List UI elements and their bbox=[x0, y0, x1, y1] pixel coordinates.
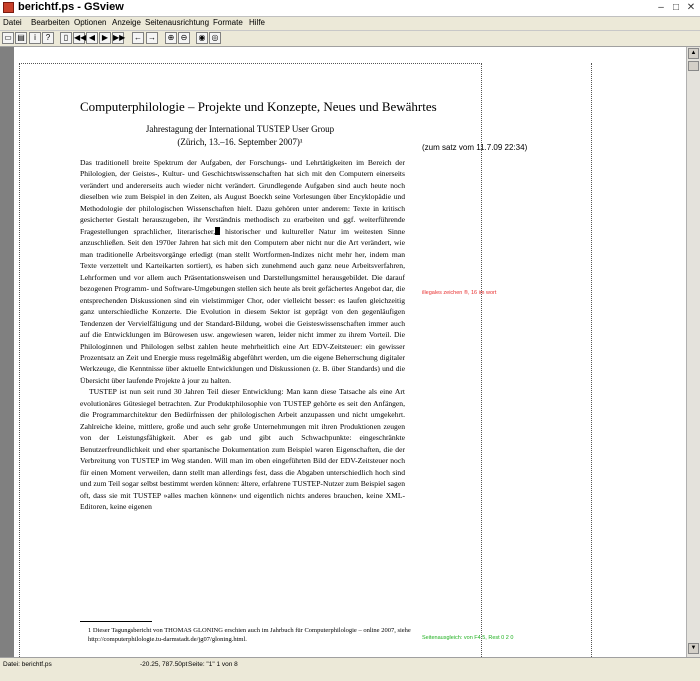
menu-anzeige[interactable]: Anzeige bbox=[112, 18, 141, 27]
back-icon[interactable]: ← bbox=[134, 33, 142, 42]
maximize-button[interactable]: □ bbox=[672, 2, 680, 13]
document-title: Computerphilologie – Projekte und Konzepte, Neues und Bewährtes bbox=[80, 99, 437, 114]
menu-bearbeiten[interactable]: Bearbeiten bbox=[31, 18, 70, 27]
goto-page-icon[interactable]: ▯ bbox=[60, 32, 72, 44]
open-icon[interactable]: ▭ bbox=[2, 32, 14, 44]
minimize-button[interactable]: – bbox=[658, 2, 664, 13]
vertical-scrollbar[interactable] bbox=[686, 47, 700, 657]
footnote: 1 Dieser Tagungsbericht von THOMAS GLONING erschien auch im Jahrbuch für Computerphilologie – online 2007, siehe http://computerphilologie.tu-darmstadt.de/jg07/gloning.html. bbox=[88, 627, 411, 643]
scroll-down-arrow-icon[interactable]: ▼ bbox=[688, 643, 699, 654]
document-body bbox=[80, 157, 405, 513]
next-page-icon[interactable]: ▶ bbox=[99, 32, 111, 44]
last-page-icon[interactable]: ▶▶ bbox=[113, 33, 126, 42]
paragraph-1-part-b: historischer und kultureller Natur im weitesten Sinne anzuschließen. Seit den 1970er Jahren hat sich mit den Computern aber nicht nur die Art verändert, wie man traditionelle Arbeitsvorgänge erledigt (man stellt Wortformen-Indizes nicht mehr her, indem man Texte verzettelt und Karteikarten sortiert), es haben sich zunehmend auch ganz neue Arbeitsverfahren, Lehrformen und vor allem auch Präsentationsweisen und Darstellungsmittel herausgebildet. Die darauf bezogenen Programm- und Software-Umgebungen stellen sich heute als breit gefächertes Angebot dar, die entsprechenden Diskussionen sind ein vielstimmiger Chor, oder vielleicht besser: es laufen gleichzeitig ganz unterschiedliche Konzerte. Die Evolution in diesem Sektor ist geprägt von den gegenläufigen Tendenzen der Vervielfältigung und der Standard-Bildung, wobei die Geisteswissenschaften immer auch auf die Entwicklungen im Bürowesen usw. angewiesen waren, leider nicht immer zu ihrem Vorteil. Die Philologinnen und Philologen selbst zahlen heute mehrheitlich eine Art EDV-Zeitsteuer: ein gewisser Prozentsatz an Zeit und Energie muss regelmäßig abgeführt werden, um die eigene Beherrschung digitaler Werkzeuge, die Kenntnisse über aktuelle Entwicklungen und Diskussionen (z. B. über Standards) und die Übersicht über laufende Projekte à jour zu halten. bbox=[80, 226, 405, 385]
find-next-icon[interactable]: ◎ bbox=[209, 32, 221, 44]
document-viewport[interactable] bbox=[0, 47, 686, 657]
menu-optionen[interactable]: Optionen bbox=[74, 18, 107, 27]
zoom-in-icon[interactable]: ⊕ bbox=[165, 32, 177, 44]
first-page-icon[interactable]: ◀◀ bbox=[74, 33, 87, 42]
status-page: Seite: "1" 1 von 8 bbox=[188, 661, 238, 668]
print-icon[interactable]: ▤ bbox=[15, 32, 27, 44]
status-file: Datei: berichtf.ps bbox=[3, 661, 52, 668]
document-date: (Zürich, 13.–16. September 2007)¹ bbox=[177, 137, 303, 147]
zoom-out-icon[interactable]: ⊖ bbox=[178, 32, 190, 44]
menu-bar bbox=[0, 17, 700, 31]
info-icon[interactable]: i bbox=[29, 32, 41, 44]
status-coordinates: -20.25, 787.50pt bbox=[140, 661, 188, 668]
menu-seitenausrichtung[interactable]: Seitenausrichtung bbox=[145, 18, 210, 27]
illegal-character-warning: illegales zeichen ®, 16 im wort bbox=[422, 290, 497, 296]
help-icon[interactable]: ? bbox=[42, 32, 54, 44]
paragraph-1 bbox=[80, 157, 405, 386]
scroll-thumb[interactable] bbox=[688, 61, 699, 71]
page-edge-divider bbox=[591, 63, 592, 657]
typeset-timestamp-note: (zum satz vom 11.7.09 22:34) bbox=[422, 143, 528, 152]
footnote-rule bbox=[80, 621, 152, 622]
prev-page-icon[interactable]: ◀ bbox=[86, 32, 98, 44]
left-margin-strip bbox=[0, 47, 14, 657]
menu-formate[interactable]: Formate bbox=[213, 18, 243, 27]
paragraph-2: TUSTEP ist nun seit rund 30 Jahren Teil dieser Entwicklung: Man kann diese Tatsache als eine Art evolutionäres Gütesiegel betrachten. Zur Produktphilosophie von TUSTEP gehörte es seit den Anfängen, die Programmarchitektur den Bedürfnissen der philologischen Arbeit anzupassen und nicht umgekehrt. Zahlreiche kleine, mittlere, große und auch sehr große Unternehmungen mit ihren Produktionen zeugen von der Leistungsfähigkeit. Aber es gab und gibt auch Schwachpunkte: eingeschränkte Benutzerfreundlichkeit und eher spartanische Dokumentation zum Beispiel waren Eigenschaften, die der Verbreitung von TUSTEP im Weg standen. Will man im oben eingeführten Bild der EDV-Zeitsteuer noch für einen Moment verweilen, dann stellt man allerdings fest, dass die Abgaben unterschiedlich hoch sind und zum Teil sogar selbst bestimmt werden können: ältere, erfahrene TUSTEP-Nutzer zum Beispiel sagen oft, dass sie mit TUSTEP »alles machen können« und eigentlich nichts anderes brauchen, keine XML-Editoren, keine eigenen bbox=[80, 387, 405, 512]
find-icon[interactable]: ◉ bbox=[196, 32, 208, 44]
menu-hilfe[interactable]: Hilfe bbox=[249, 18, 266, 27]
toolbar bbox=[0, 31, 700, 47]
title-bar bbox=[0, 0, 700, 17]
close-button[interactable]: ✕ bbox=[686, 2, 696, 13]
forward-icon[interactable]: → bbox=[148, 33, 156, 42]
paragraph-1-part-a: Das traditionell breite Spektrum der Aufgaben, der Forschungs- und Lehrtätigkeiten im Bereich der Philologien, der Geistes-, Kultur- und Geschichtswissenschaften hat sich mit den Computern einerseits verändert und andererseits auch wieder nicht verändert. Grundlegende Aufgaben sind auch heute noch dieselben wie zum Beispiel in den Zeiten, als August Boeckh seine Vorlesungen über Encyklopädie und Methodologie der philologischen Wissenschaften hielt. Dazu gehören unter anderem: Texte in kritisch gesicherter Gestalt herauszugeben, ihr Verständnis methodisch zu erarbeiten und ggf. weiterführende Fragestellungen sprachlicher, literarischer, bbox=[80, 158, 405, 236]
gsview-app-icon[interactable] bbox=[3, 2, 14, 13]
status-bar bbox=[0, 657, 700, 681]
page-balance-note: Seitenausgleich: von F4 5, Rest 0 2 0 bbox=[422, 635, 514, 641]
scroll-up-arrow-icon[interactable]: ▲ bbox=[688, 48, 699, 59]
menu-datei[interactable]: Datei bbox=[3, 18, 22, 27]
window-title: berichtf.ps - GSview bbox=[18, 1, 124, 13]
document-subtitle: Jahrestagung der International TUSTEP User Group bbox=[145, 124, 335, 134]
